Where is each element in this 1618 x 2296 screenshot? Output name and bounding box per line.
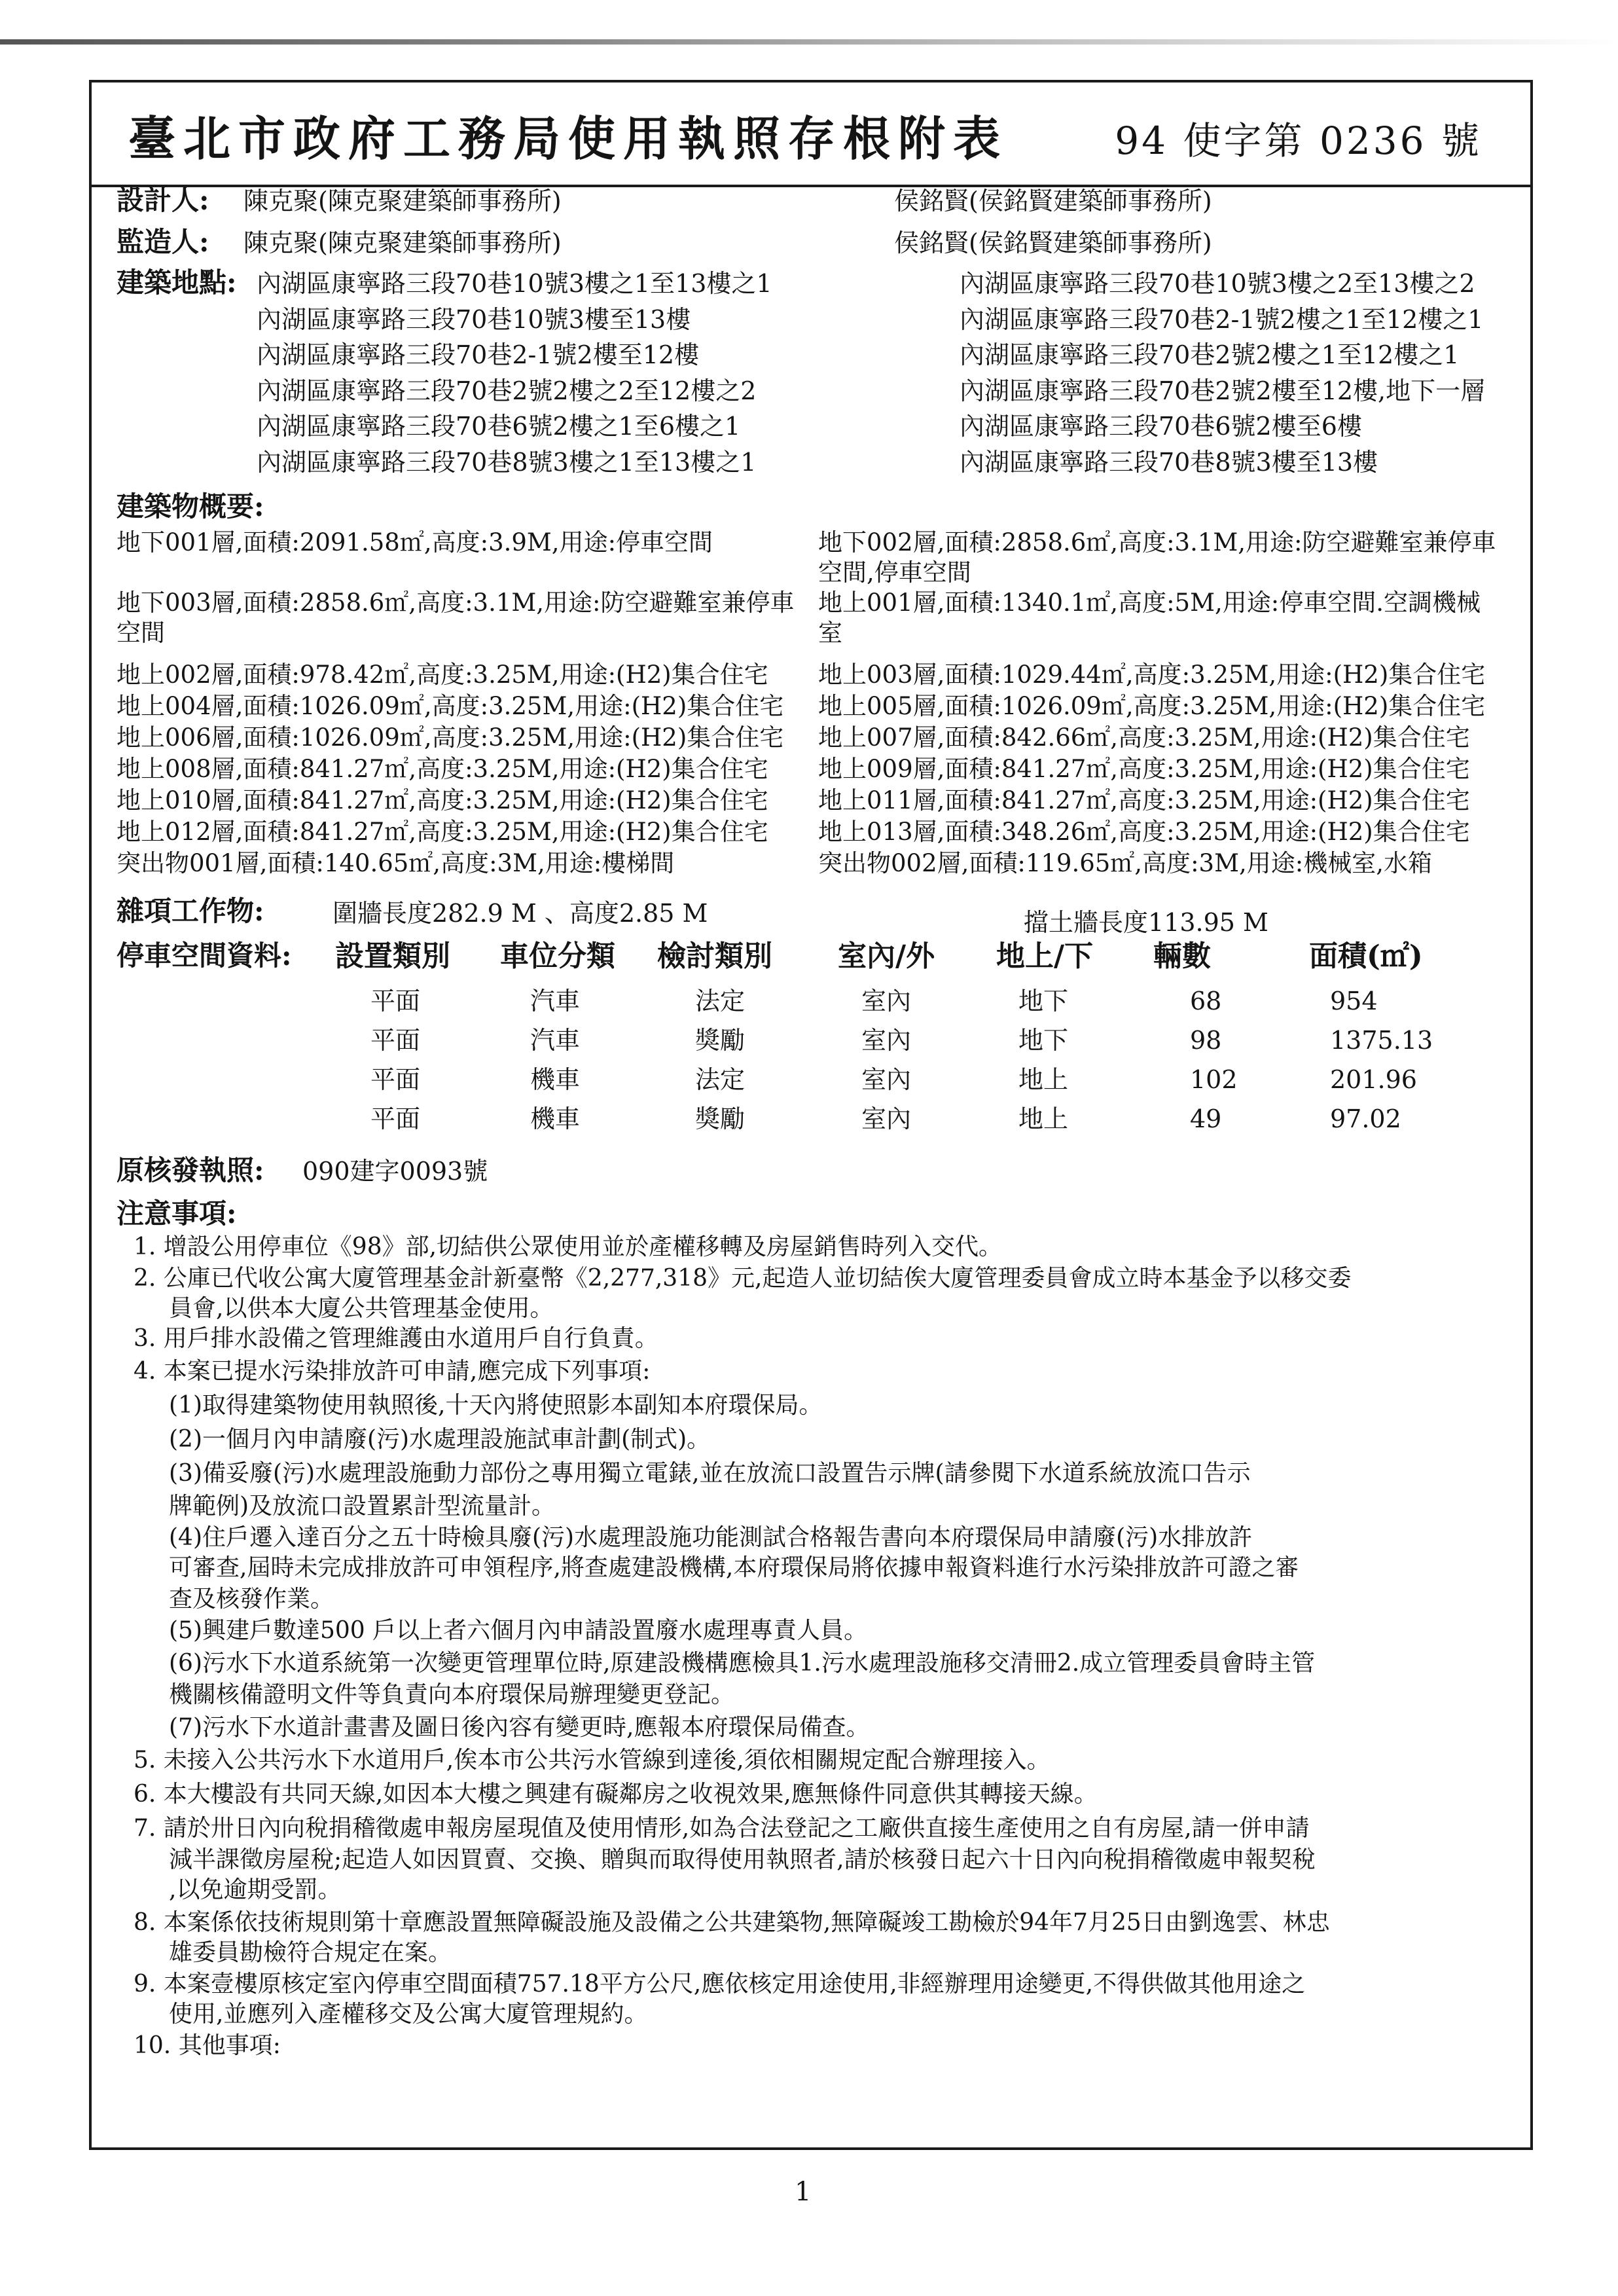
note-line: 3. 用戶排水設備之管理維護由水道用戶自行負責。 [134,1325,658,1352]
location-line: 內湖區康寧路三段70巷2號2樓之1至12樓之1 [960,340,1460,369]
parking-cell: 室內 [861,987,912,1015]
supervisor-value-right: 侯銘賢(侯銘賢建築師事務所) [894,228,1212,257]
designer-value-left: 陳克聚(陳克聚建築師事務所) [243,187,562,215]
location-line: 內湖區康寧路三段70巷10號3樓之2至13樓之2 [960,269,1475,298]
fence-info: 圍牆長度282.9 M 、高度2.85 M [333,899,708,928]
note-line: (4)住戶遷入達百分之五十時檢具廢(污)水處理設施功能測試合格報告書向本府環保局申請廢(污)水排放許 [169,1524,1253,1551]
floor-entry: 突出物001層,面積:140.65㎡,高度:3M,用途:樓梯間 [117,849,675,877]
parking-cell: 獎勵 [695,1026,746,1055]
parking-column-header: 檢討類別 [657,939,772,973]
note-line: 4. 本案已提水污染排放許可申請,應完成下列事項: [134,1358,651,1385]
parking-cell: 平面 [370,1026,421,1055]
floor-entry: 地上002層,面積:978.42㎡,高度:3.25M,用途:(H2)集合住宅 [117,661,768,689]
floor-entry: 地上008層,面積:841.27㎡,高度:3.25M,用途:(H2)集合住宅 [117,755,768,783]
location-line: 內湖區康寧路三段70巷10號3樓之1至13樓之1 [257,269,772,298]
parking-cell: 法定 [695,1065,746,1094]
note-line: 可審查,屆時未完成排放許可申領程序,將查處建設機構,本府環保局將依據申報資料進行水污染排放許可證之審 [169,1554,1299,1581]
parking-label: 停車空間資料: [117,939,292,972]
note-line: 員會,以供本大廈公共管理基金使用。 [169,1295,554,1322]
parking-column-header: 面積(㎡) [1309,939,1423,973]
location-line: 內湖區康寧路三段70巷6號2樓至6樓 [960,412,1362,441]
note-line: 機關核備證明文件等負責向本府環保局辦理變更登記。 [169,1681,735,1708]
floor-entry: 地上006層,面積:1026.09㎡,高度:3.25M,用途:(H2)集合住宅 [117,723,784,752]
parking-cell: 地下 [1018,1026,1069,1055]
parking-cell: 68 [1190,987,1222,1015]
parking-cell: 49 [1190,1104,1222,1133]
location-line: 內湖區康寧路三段70巷10號3樓至13樓 [257,304,691,334]
document-title: 臺北市政府工務局使用執照存根附表 [128,111,1009,166]
designer-value-right: 侯銘賢(侯銘賢建築師事務所) [894,187,1212,215]
parking-cell: 97.02 [1330,1104,1401,1133]
parking-column-header: 設置類別 [335,939,450,973]
note-line: 減半課徵房屋稅;起造人如因買賣、交換、贈與而取得使用執照者,請於核發日起六十日內向稅捐稽徵處申報契稅 [169,1846,1316,1873]
location-line: 內湖區康寧路三段70巷2-1號2樓之1至12樓之1 [960,304,1484,334]
parking-cell: 室內 [861,1026,912,1055]
parking-cell: 汽車 [530,1026,581,1055]
note-line: 8. 本案係依技術規則第十章應設置無障礙設施及設備之公共建築物,無障礙竣工勘檢於94年7月25日由劉逸雲、林忠 [134,1909,1330,1936]
misc-works-label: 雜項工作物: [117,895,264,927]
note-line: 9. 本案壹樓原核定室內停車空間面積757.18平方公尺,應依核定用途使用,非經辦理用途變更,不得供做其他用途之 [134,1971,1306,1997]
parking-column-header: 室內/外 [838,939,935,973]
parking-cell: 機車 [530,1104,581,1133]
supervisor-label: 監造人: [117,226,209,258]
location-line: 內湖區康寧路三段70巷2號2樓之2至12樓之2 [257,376,757,405]
parking-cell: 地下 [1018,987,1069,1015]
floor-entry: 地上011層,面積:841.27㎡,高度:3.25M,用途:(H2)集合住宅 [818,786,1470,814]
floor-entry: 地上009層,面積:841.27㎡,高度:3.25M,用途:(H2)集合住宅 [818,755,1470,783]
parking-cell: 平面 [370,1104,421,1133]
page-number: 1 [795,2177,812,2207]
floor-entry: 室 [818,619,842,647]
floor-entry: 地上003層,面積:1029.44㎡,高度:3.25M,用途:(H2)集合住宅 [818,661,1486,689]
floor-entry: 地上013層,面積:348.26㎡,高度:3.25M,用途:(H2)集合住宅 [818,818,1470,846]
note-line: 牌範例)及放流口設置累計型流量計。 [169,1493,556,1520]
location-line: 內湖區康寧路三段70巷8號3樓至13樓 [960,447,1378,477]
note-line: 雄委員勘檢符合規定在案。 [169,1939,452,1966]
note-line: 10. 其他事項: [134,2032,281,2059]
retaining-wall-info: 擋土牆長度113.95 M [1024,908,1268,937]
note-line: 1. 增設公用停車位《98》部,切結供公眾使用並於產權移轉及房屋銷售時列入交代。 [134,1233,1003,1260]
parking-cell: 地上 [1018,1104,1069,1133]
parking-column-header: 車位分類 [500,939,615,973]
parking-cell: 102 [1190,1065,1238,1094]
note-line: 7. 請於卅日內向稅捐稽徵處申報房屋現值及使用情形,如為合法登記之工廠供直接生產使用之自有房屋,請一併申請 [134,1815,1310,1842]
floor-entry: 地上001層,面積:1340.1㎡,高度:5M,用途:停車空間.空調機械 [818,589,1481,617]
note-line: 使用,並應列入產權移交及公寓大廈管理規約。 [169,2001,648,2028]
parking-cell: 98 [1190,1026,1222,1055]
location-line: 內湖區康寧路三段70巷2-1號2樓至12樓 [257,340,700,369]
note-line: (7)污水下水道計畫書及圖日後內容有變更時,應報本府環保局備查。 [169,1714,870,1741]
floor-entry: 地上010層,面積:841.27㎡,高度:3.25M,用途:(H2)集合住宅 [117,786,768,814]
floor-entry: 空間,停車空間 [818,558,971,587]
location-line: 內湖區康寧路三段70巷6號2樓之1至6樓之1 [257,412,741,441]
parking-cell: 機車 [530,1065,581,1094]
note-line: (2)一個月內申請廢(污)水處理設施試車計劃(制式)。 [169,1426,711,1453]
original-permit-value: 090建字0093號 [302,1157,488,1186]
floor-entry: 地上007層,面積:842.66㎡,高度:3.25M,用途:(H2)集合住宅 [818,723,1470,752]
floor-entry: 空間 [117,619,165,647]
scan-edge-artifact [0,39,1618,45]
parking-cell: 201.96 [1330,1065,1417,1094]
floor-entry: 突出物002層,面積:119.65㎡,高度:3M,用途:機械室,水箱 [818,849,1432,877]
parking-cell: 地上 [1018,1065,1069,1094]
location-line: 內湖區康寧路三段70巷2號2樓至12樓,地下一層 [960,376,1486,405]
parking-cell: 平面 [370,1065,421,1094]
floor-entry: 地下002層,面積:2858.6㎡,高度:3.1M,用途:防空避難室兼停車 [818,528,1496,556]
designer-label: 設計人: [117,184,209,216]
note-line: (5)興建戶數達500 戶以上者六個月內申請設置廢水處理專責人員。 [169,1617,868,1644]
floor-entry: 地下003層,面積:2858.6㎡,高度:3.1M,用途:防空避難室兼停車 [117,589,795,617]
parking-cell: 1375.13 [1330,1026,1433,1055]
parking-cell: 汽車 [530,987,581,1015]
note-line: 2. 公庫已代收公寓大廈管理基金計新臺幣《2,277,318》元,起造人並切結俟大廈管理委員會成立時本基金予以移交委 [134,1265,1352,1292]
parking-column-header: 地上/下 [996,939,1094,973]
parking-cell: 獎勵 [695,1104,746,1133]
floor-entry: 地上012層,面積:841.27㎡,高度:3.25M,用途:(H2)集合住宅 [117,818,768,846]
note-line: 6. 本大樓設有共同天線,如因本大樓之興建有礙鄰房之收視效果,應無條件同意供其轉接天線。 [134,1781,1098,1808]
note-line: ,以免逾期受罰。 [169,1876,342,1903]
notes-label: 注意事項: [117,1197,237,1230]
note-line: (3)備妥廢(污)水處理設施動力部份之專用獨立電錶,並在放流口設置告示牌(請參閱下水道系統放流口告示 [169,1460,1251,1487]
parking-cell: 954 [1330,987,1378,1015]
location-line: 內湖區康寧路三段70巷8號3樓之1至13樓之1 [257,447,757,477]
parking-cell: 室內 [861,1065,912,1094]
note-line: (1)取得建築物使用執照後,十天內將使照影本副知本府環保局。 [169,1392,823,1419]
parking-cell: 室內 [861,1104,912,1133]
location-label: 建築地點: [117,266,237,299]
parking-column-header: 輛數 [1153,939,1211,973]
floor-entry: 地上004層,面積:1026.09㎡,高度:3.25M,用途:(H2)集合住宅 [117,692,784,720]
parking-cell: 法定 [695,987,746,1015]
note-line: (6)污水下水道系統第一次變更管理單位時,原建設機構應檢具1.污水處理設施移交清冊2.成立管理委員會時主管 [169,1650,1316,1677]
permit-number: 94 使字第 0236 號 [1115,118,1482,163]
building-overview-label: 建築物概要: [117,490,264,522]
parking-cell: 平面 [370,987,421,1015]
supervisor-value-left: 陳克聚(陳克聚建築師事務所) [243,228,562,257]
note-line: 查及核發作業。 [169,1586,334,1613]
header-row [92,82,1530,187]
floor-entry: 地上005層,面積:1026.09㎡,高度:3.25M,用途:(H2)集合住宅 [818,692,1486,720]
note-line: 5. 未接入公共污水下水道用戶,俟本市公共污水管線到達後,須依相關規定配合辦理接入。 [134,1747,1051,1774]
original-permit-label: 原核發執照: [117,1154,264,1186]
floor-entry: 地下001層,面積:2091.58㎡,高度:3.9M,用途:停車空間 [117,528,713,556]
